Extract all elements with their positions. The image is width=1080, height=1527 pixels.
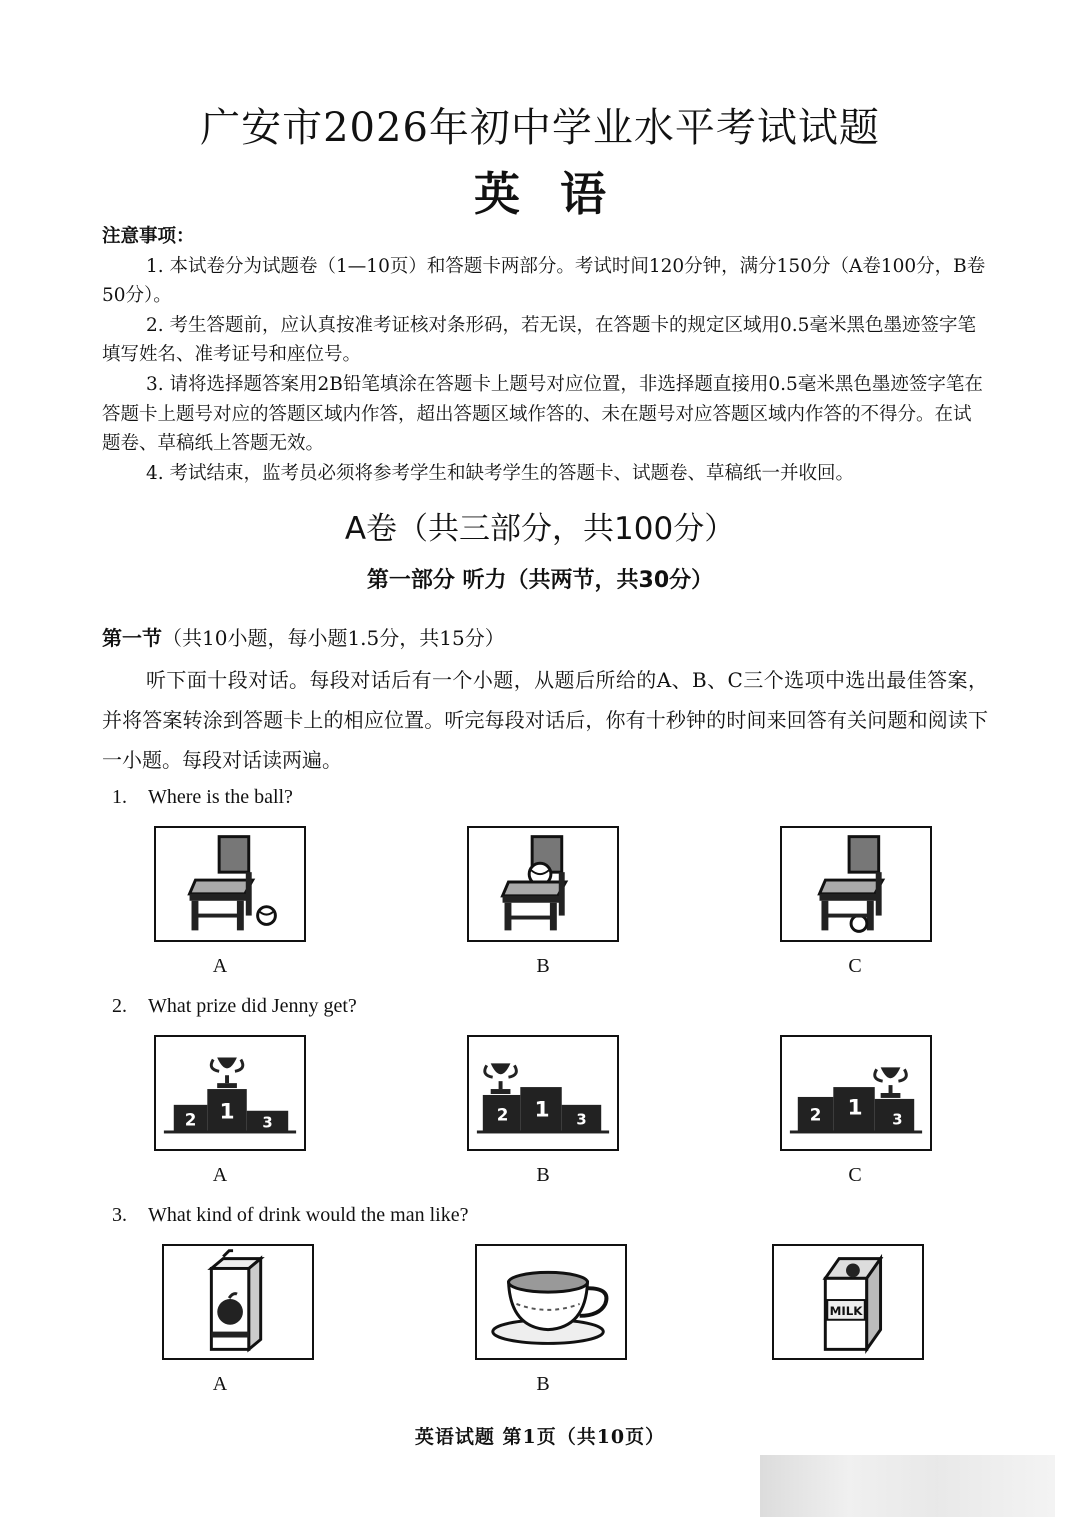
podium-label: 2: [184, 1109, 197, 1130]
podium-label: 2: [496, 1104, 509, 1125]
section1-instructions: [102, 660, 988, 780]
chair-ball-under-icon[interactable]: [780, 826, 932, 942]
question-text: What prize did Jenny get?: [148, 995, 357, 1017]
chair-ball-beside-icon[interactable]: [154, 826, 306, 942]
question-1: [112, 786, 293, 809]
blurred-watermark: [760, 1455, 1055, 1517]
podium-trophy-second-icon[interactable]: [467, 1035, 619, 1151]
notes-item-3: 3. 请将选择题答案用2B铅笔填涂在答题卡上题号对应位置，非选择题直接用0.5毫米黑色墨迹签字笔在答题卡上题号对应的答题区域内作答，超出答题区域作答的、未在题号对应答题区域内作答的不得分。在试题卷、草稿纸上答题无效。: [102, 373, 983, 455]
option-label: A: [212, 1164, 228, 1186]
notes-item-1: 1. 本试卷分为试题卷（1—10页）和答题卡两部分。考试时间120分钟，满分150分（A卷100分，B卷50分）。: [102, 255, 986, 307]
section1-detail: （共10小题，每小题1.5分，共15分）: [162, 626, 505, 650]
chair-ball-on-icon[interactable]: [467, 826, 619, 942]
option-label: B: [536, 1164, 550, 1186]
question-number: 3.: [112, 1204, 127, 1226]
juice-box-icon[interactable]: [162, 1244, 314, 1360]
option-label: C: [848, 1164, 862, 1186]
option-label: A: [212, 1373, 228, 1395]
option-label: A: [212, 955, 228, 977]
question-number: 2.: [112, 995, 127, 1017]
podium-trophy-third-icon[interactable]: [780, 1035, 932, 1151]
section-a-heading: A卷（共三部分，共100分）: [344, 511, 736, 547]
podium-label: 3: [262, 1114, 273, 1132]
podium-label: 3: [576, 1111, 587, 1129]
section1-heading: [102, 622, 505, 651]
podium-trophy-first-icon[interactable]: [154, 1035, 306, 1151]
part1-heading: 第一部分 听力（共两节，共30分）: [366, 568, 714, 593]
teacup-icon[interactable]: [475, 1244, 627, 1360]
notes-block: [102, 222, 988, 488]
subject-title: 英语: [474, 167, 646, 221]
question-text: Where is the ball?: [148, 786, 293, 808]
podium-label: 3: [892, 1111, 903, 1129]
podium-label: 1: [534, 1097, 550, 1123]
exam-title: 广安市2026年初中学业水平考试试题: [200, 105, 880, 151]
podium-label: 2: [809, 1104, 822, 1125]
notes-item-2: 2. 考生答题前，应认真按准考证核对条形码，若无误，在答题卡的规定区域用0.5毫米黑色墨迹签字笔填写姓名、准考证号和座位号。: [102, 314, 976, 366]
notes-heading: 注意事项：: [102, 226, 195, 247]
question-2: [112, 995, 357, 1018]
question-3: [112, 1204, 468, 1227]
option-label: C: [848, 955, 862, 977]
podium-label: 1: [219, 1099, 235, 1125]
page-footer: 英语试题 第1页（共10页）: [414, 1426, 666, 1448]
question-text: What kind of drink would the man like?: [148, 1204, 469, 1226]
notes-item-4: 4. 考试结束，监考员必须将参考学生和缺考学生的答题卡、试题卷、草稿纸一并收回。: [146, 462, 855, 484]
option-label: B: [536, 955, 550, 977]
milk-label: MILK: [829, 1303, 863, 1318]
milk-carton-icon[interactable]: [772, 1244, 924, 1360]
instructions-text: 听下面十段对话。每段对话后有一个小题，从题后所给的A、B、C三个选项中选出最佳答案，并将答案转涂到答题卡上的相应位置。听完每段对话后，你有十秒钟的时间来回答有关问题和阅读下一小题。每段对话读两遍。: [102, 668, 988, 772]
option-label: B: [536, 1373, 550, 1395]
podium-label: 1: [847, 1095, 863, 1121]
question-number: 1.: [112, 786, 127, 808]
section1-label: 第一节: [102, 626, 162, 650]
